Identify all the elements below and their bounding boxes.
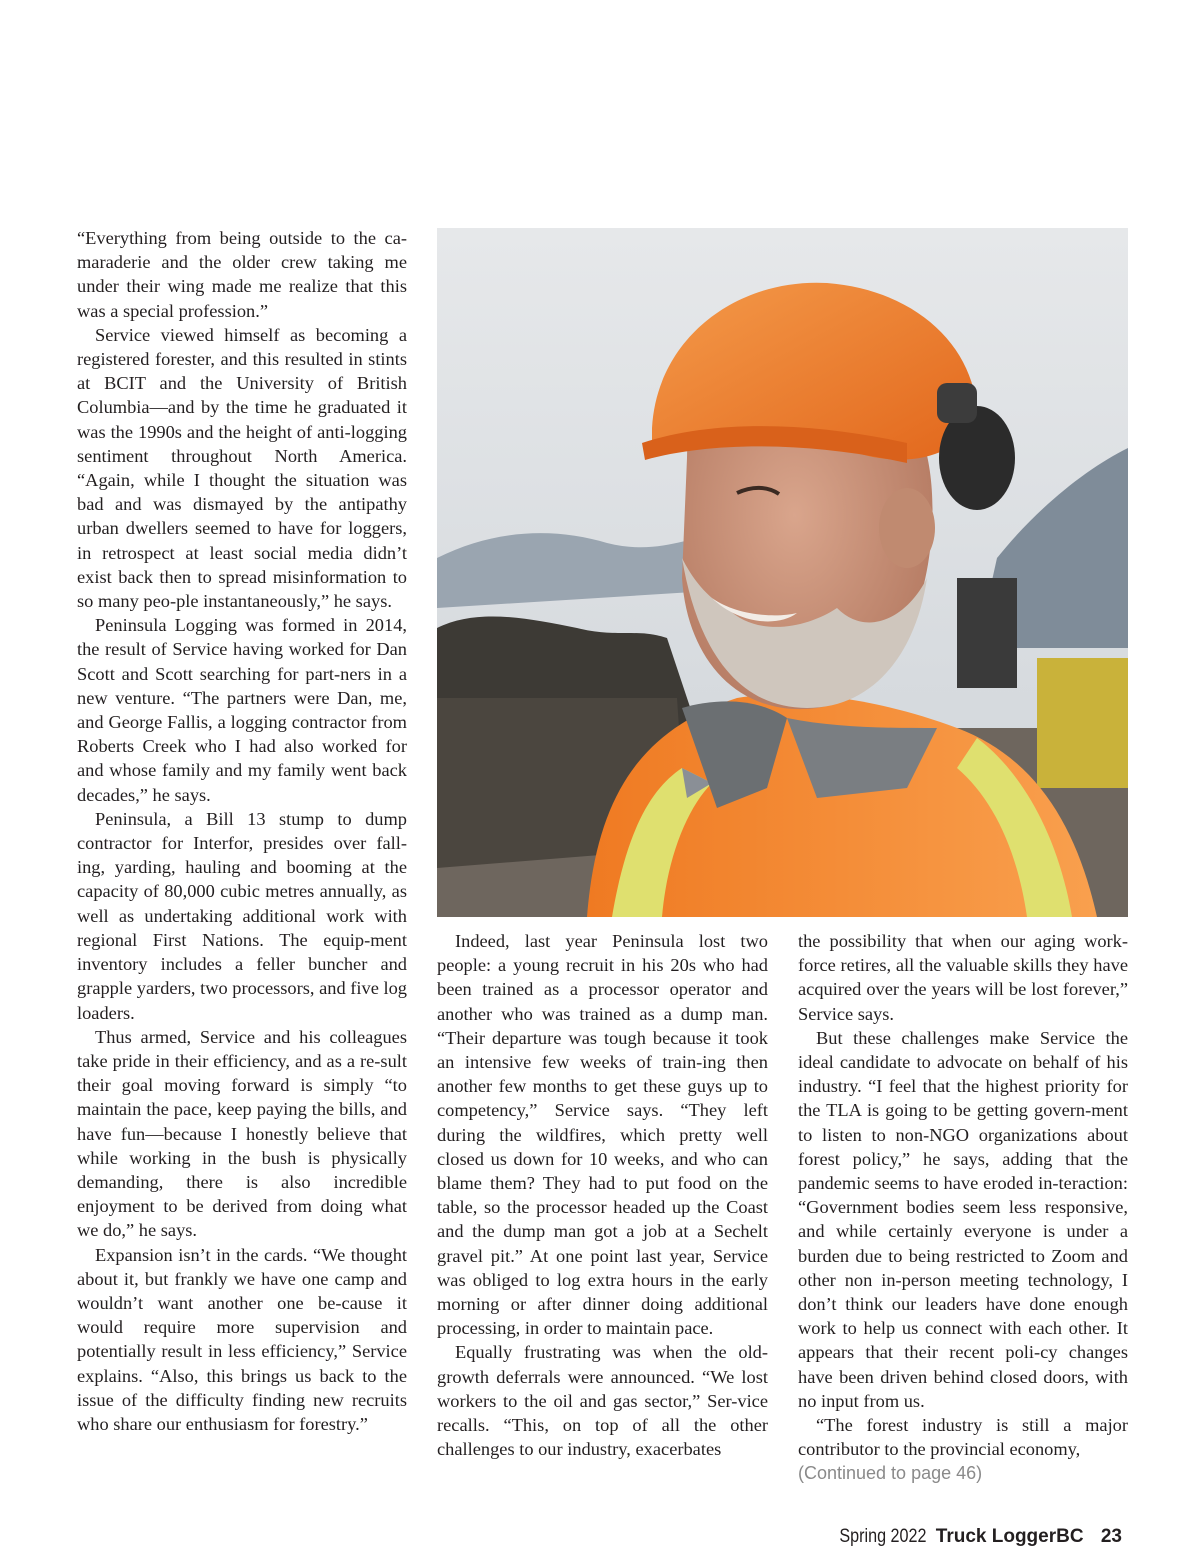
paragraph: But these challenges make Service the ideal candidate to advocate on behalf of his industry. “I feel that the highest priority for the TLA is going to be getting govern-ment to listen to non-NGO organizations about forest policy,” he says, adding that the pandemic seems to have eroded in-teraction: “Government bodies seem less responsive, and while certainly everyone is under a burden due to being restricted to Zoom and other non in-person meeting technology, I don’t think our leaders have done enough work to help us connect with each other. It appears that their recent poli-cy changes have been driven behind closed doors, with no input from us. bbox=[798, 1027, 1128, 1411]
portrait-photo-icon bbox=[437, 228, 1128, 917]
paragraph: the possibility that when our aging work-force retires, all the valuable skills they have acquired over the years will be lost forever,” Service says. bbox=[798, 931, 1128, 1024]
paragraph: “The forest industry is still a major contributor to the provincial economy, bbox=[798, 1415, 1128, 1460]
paragraph: “Everything from being outside to the ca-maraderie and the older crew taking me under their wing made me realize that this was a special profession.” bbox=[77, 228, 407, 321]
article-column-3 bbox=[798, 929, 1128, 1486]
paragraph: Indeed, last year Peninsula lost two people: a young recruit in his 20s who had been trained as a processor operator and another who was trained as a dump man. “Their departure was tough because it took an intensive few weeks of train-ing then another few months to get these guys up to competency,” Service says. “They left during the wildfires, which pretty well closed us down for 10 weeks, and who can blame them? They had to put food on the table, so the processor headed up the Coast and the dump man got a job at a Sechelt gravel pit.” At one point last year, Service was obliged to log extra hours in the early morning or after dinner doing additional processing, in order to maintain pace. bbox=[437, 931, 768, 1339]
paragraph: Peninsula, a Bill 13 stump to dump contractor for Interfor, presides over fall-ing, yarding, hauling and booming at the capacity of 80,000 cubic metres annually, as well as undertaking additional work with regional First Nations. The equip-ment inventory includes a feller buncher and grapple yarders, two processors, and five log loaders. bbox=[77, 808, 407, 1023]
paragraph: Expansion isn’t in the cards. “We thought about it, but frankly we have one camp and wouldn’t want another one be-cause it would require more supervision and potentially result in less efficiency,” Service explains. “Also, this brings us back to the issue of the difficulty finding new recruits who share our enthusiasm for forestry.” bbox=[77, 1244, 407, 1434]
portrait-photo bbox=[437, 228, 1128, 917]
article-column-1 bbox=[77, 226, 407, 1436]
paragraph: Service viewed himself as becoming a registered forester, and this resulted in stints at BCIT and the University of British Columbia—and by the time he graduated it was the 1990s and the height of anti-logging sentiment throughout North America. “Again, while I thought the situation was bad and was dismayed by the antipathy urban dwellers seemed to have for loggers, in retrospect at least social media didn’t exist back then to spread misinformation to so many peo-ple instantaneously,” he says. bbox=[77, 324, 407, 612]
magazine-title: Truck LoggerBC bbox=[935, 1526, 1084, 1547]
paragraph: Peninsula Logging was formed in 2014, the result of Service having worked for Dan Scott and Scott searching for part-ners in a new venture. “The partners were Dan, me, and George Fallis, a logging contractor from Roberts Creek who I had also worked for and whose family and my family went back decades,” he says. bbox=[77, 615, 407, 805]
continued-note: (Continued to page 46) bbox=[798, 1463, 983, 1484]
paragraph: Equally frustrating was when the old-growth deferrals were announced. “We lost workers to the oil and gas sector,” Ser-vice recalls. “This, on top of all the other challenges to our industry, exacerbates bbox=[437, 1342, 768, 1460]
issue-season: Spring 2022 bbox=[839, 1526, 927, 1547]
article-column-2 bbox=[437, 929, 768, 1461]
page-number: 23 bbox=[1100, 1526, 1122, 1547]
paragraph: Thus armed, Service and his colleagues take pride in their efficiency, and as a re-sult their goal moving forward is simply “to maintain the pace, keep paying the bills, and have fun—because I honestly believe that while working in the bush is physically demanding, there is also incredible enjoyment to be derived from doing what we do,” he says. bbox=[77, 1026, 407, 1241]
page-footer bbox=[824, 1526, 1122, 1548]
